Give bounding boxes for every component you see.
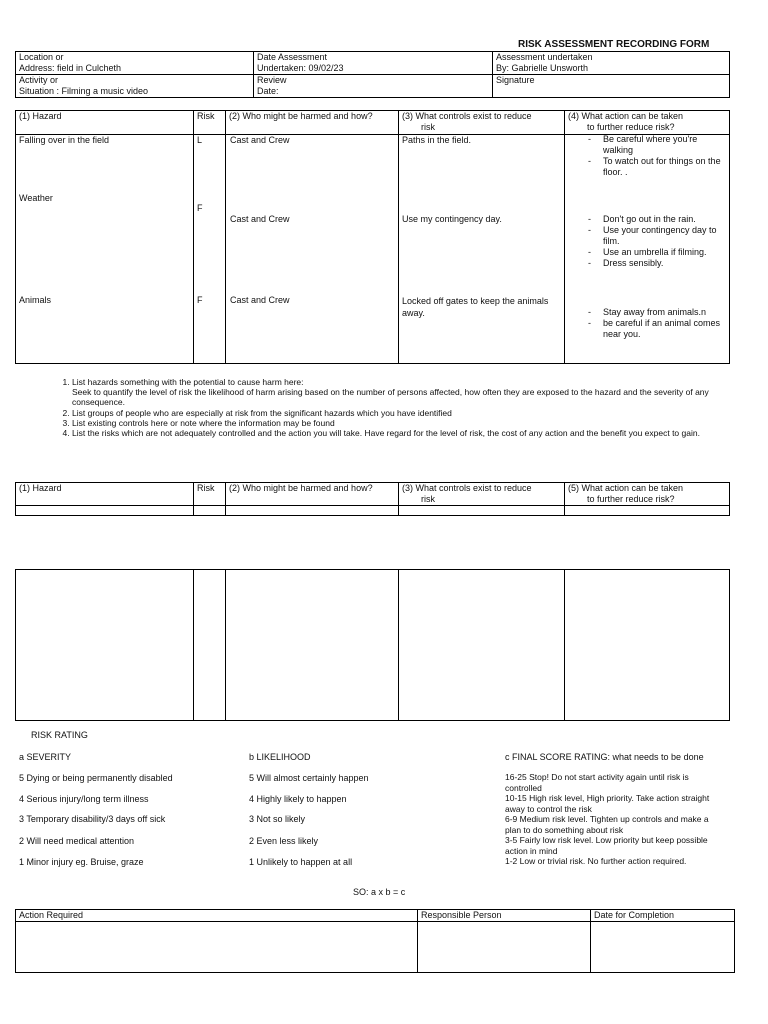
action-item: - Don't go out in the rain. [585,214,725,225]
empty-cell [565,570,730,721]
signature-label: Signature [496,75,535,85]
location-label: Location or [19,52,64,62]
risk-column [194,135,226,364]
note-1: 1. List hazards something with the potential to cause harm here: Seek to quantify the level of risk the likelihood of harm arising based on the number of persons affected, how often they are exposed to the hazard and the severity of any consequence. [72,377,729,408]
hazard-1-risk: L [197,135,203,145]
controls-column [399,135,565,364]
final-score-6-9: 6-9 Medium risk level. Tighten up controls and make a plan to do something about risk [505,814,709,835]
likelihood-5: 5 Will almost certainly happen [249,773,369,783]
hazard-1-name: Falling over in the field [19,135,110,145]
responsible-input[interactable] [418,922,591,973]
empty-cell [399,570,565,721]
situation-value: Situation : Filming a music video [19,86,149,96]
action-header: (4) What action can be taken to further reduce risk? [565,111,730,135]
hazard-header: (1) Hazard [16,483,194,506]
controls-header: (3) What controls exist to reduce risk [399,483,565,506]
assess-by-value: By: Gabrielle Unsworth [496,63,589,73]
review-date-value: Date: [257,86,279,96]
hazard-2-actions [585,214,725,269]
assessor-cell [493,52,730,75]
action-required-header: Action Required [16,910,418,922]
hazard-3-risk: F [197,295,203,305]
final-score-1-2: 1-2 Low or trivial risk. No further action required. [505,856,687,866]
empty-cell [16,570,194,721]
hazard-2-name: Weather [19,193,53,203]
action-table [15,909,735,973]
controls-header: (3) What controls exist to reduce risk [399,111,565,135]
final-score-3-5: 3-5 Fairly low risk level. Low priority but keep possible action in mind [505,835,708,856]
hazard-3-who: Cast and Crew [230,295,290,305]
empty-cell [399,506,565,516]
empty-cell [194,570,226,721]
risk-header: Risk [194,111,226,135]
hazard-header: (1) Hazard [16,111,194,135]
address-value: Address: field in Culcheth [19,63,122,73]
who-header: (2) Who might be harmed and how? [226,111,399,135]
activity-label: Activity or [19,75,59,85]
likelihood-title: b LIKELIHOOD [249,752,311,762]
header-table [15,51,730,98]
severity-5: 5 Dying or being permanently disabled [19,773,173,783]
likelihood-2: 2 Even less likely [249,836,319,846]
review-cell [254,75,493,98]
action-item: - Be careful where you're walking [585,134,725,156]
empty-cell [226,570,399,721]
responsible-header: Responsible Person [418,910,591,922]
hazard-3-name: Animals [19,295,52,305]
action-item: - Use your contingency day to film. [585,225,725,247]
hazard-1-controls: Paths in the field. [402,135,472,145]
severity-4: 4 Serious injury/long term illness [19,794,149,804]
empty-cell [565,506,730,516]
hazard-3-controls: Locked off gates to keep the animals away. [402,296,549,318]
action-required-input[interactable] [16,922,418,973]
hazard-2-who: Cast and Crew [230,214,290,224]
hazard-2-risk: F [197,203,203,213]
note-2: 2. List groups of people who are especially at risk from the significant hazards which you have identified [72,408,729,418]
notes-list [57,377,729,438]
date-label: Date Assessment [257,52,328,62]
date-completion-input[interactable] [591,922,735,973]
empty-cell [226,506,399,516]
who-column [226,135,399,364]
review-label: Review [257,75,287,85]
action-item: - be careful if an animal comes near you. [585,318,725,340]
severity-1: 1 Minor injury eg. Bruise, graze [19,857,144,867]
date-completion-header: Date for Completion [591,910,735,922]
severity-3: 3 Temporary disability/3 days off sick [19,814,166,824]
form-title: RISK ASSESSMENT RECORDING FORM [518,39,710,50]
assess-label: Assessment undertaken [496,52,593,62]
severity-2: 2 Will need medical attention [19,836,135,846]
risk-rating-title: RISK RATING [31,730,88,740]
formula: SO: a x b = c [353,887,406,897]
final-score-16-25: 16-25 Stop! Do not start activity again until risk is controlled [505,772,689,793]
action-item: - To watch out for things on the floor. . [585,156,725,178]
hazard-3-actions [585,307,725,340]
who-header: (2) Who might be harmed and how? [226,483,399,506]
note-4: 4. List the risks which are not adequately controlled and the action you will take. Have regard for the level of risk, the cost of any action and the benefit you expect to gain. [72,428,729,438]
hazard-table-2 [15,482,730,516]
activity-cell [16,75,254,98]
likelihood-4: 4 Highly likely to happen [249,794,347,804]
location-cell [16,52,254,75]
action-header: (5) What action can be taken to further reduce risk? [565,483,730,506]
final-score-10-15: 10-15 High risk level, High priority. Take action straight away to control the risk [505,793,710,814]
action-item: - Use an umbrella if filming. [585,247,725,258]
hazard-1-actions [585,134,725,178]
severity-title: a SEVERITY [19,752,72,762]
hazard-column [16,135,194,364]
risk-header: Risk [194,483,226,506]
empty-cell [194,506,226,516]
action-item: - Dress sensibly. [585,258,725,269]
note-3: 3. List existing controls here or note where the information may be found [72,418,729,428]
continuation-table [15,569,730,721]
likelihood-3: 3 Not so likely [249,814,306,824]
likelihood-1: 1 Unlikely to happen at all [249,857,353,867]
hazard-1-who: Cast and Crew [230,135,290,145]
final-score-title: c FINAL SCORE RATING: what needs to be done [505,752,704,762]
hazard-2-controls: Use my contingency day. [402,214,502,224]
date-cell [254,52,493,75]
empty-cell [16,506,194,516]
undertaken-value: Undertaken: 09/02/23 [257,63,344,73]
action-item: - Stay away from animals.n [585,307,725,318]
signature-cell [493,75,730,98]
